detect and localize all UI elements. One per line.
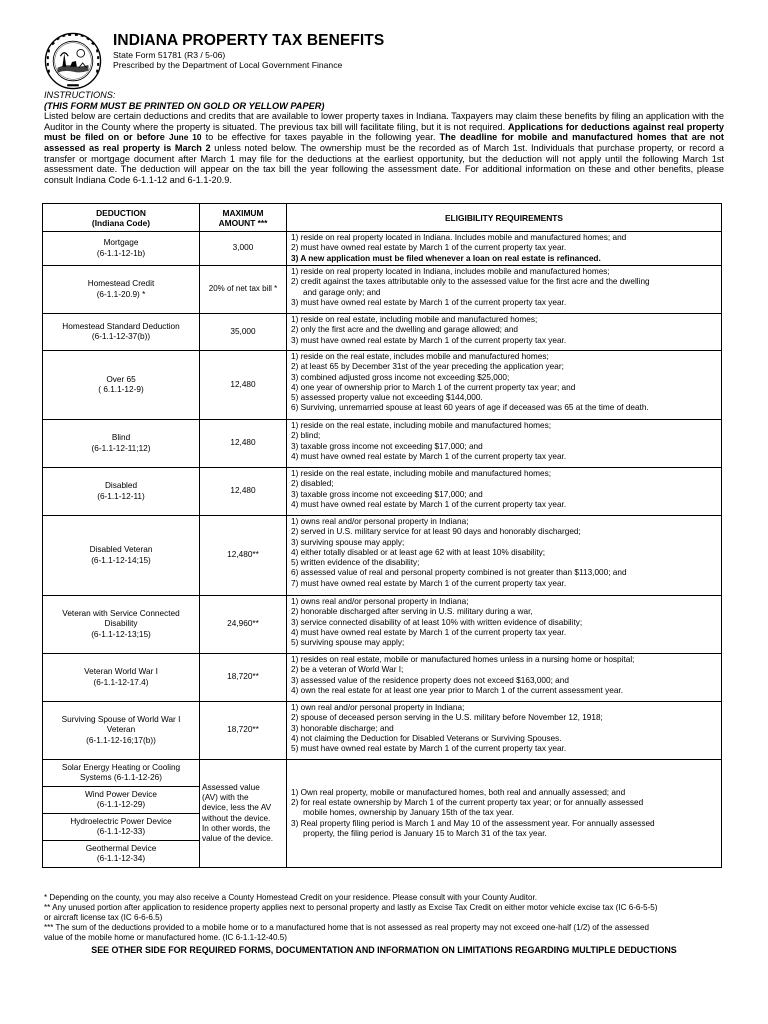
requirement-line: 1) reside on real estate, including mobile and manufactured homes;: [291, 315, 538, 324]
requirements-cell: [287, 351, 722, 420]
header-deduction-label: DEDUCTION: [96, 207, 146, 218]
amount-cell: 12,480**: [200, 516, 287, 596]
requirement-line: 1) owns real and/or personal property in Indiana;: [291, 517, 469, 526]
deduction-cell: [43, 702, 200, 760]
requirement-line: 3) assessed value of the residence property does not exceed $163,000; and: [291, 675, 569, 685]
requirement-line: 5) must have owned real estate by March 1 of the current property tax year.: [291, 744, 567, 754]
instructions-text-2: to be effective for taxes payable in the following year.: [205, 132, 436, 143]
requirement-line: 2) disabled;: [291, 479, 334, 489]
requirement-line: 3) taxable gross income not exceeding $17,000; and: [291, 489, 483, 499]
requirement-line: 3) must have owned real estate by March 1 of the current property tax year.: [291, 297, 567, 307]
requirement-line: 6) Surviving, unremarried spouse at least 60 years of age if deceased was 65 at the time of death.: [291, 403, 649, 413]
table-row-homestead-credit: [43, 266, 722, 314]
deduction-code: (6-1.1-12-11;12): [91, 443, 151, 453]
deduction-name: Wind Power Device: [85, 789, 157, 799]
requirements-cell: [287, 420, 722, 468]
requirement-line: 2) only the first acre and the dwelling and garage allowed; and: [291, 325, 519, 335]
requirement-line: 3) Real property filing period is March 1 and May 10 of the assessment year. For annually assessed: [291, 818, 655, 828]
table-row-veteran-wwi: [43, 654, 722, 702]
deadline-real-property: Applications for deductions against real property must be filed on or before: [44, 121, 725, 143]
instructions-text-3: unless noted below. The ownership must be the recorded as of March 1st. Individuals that purchase property, or record a transfer or mortgage document after March 1 may file for the deductions at the earliest opportunity, but the deduction will not apply until the following March 1st assessment date. The deduction will appear on the tax bill the year following the assessment date. For additional information on these and other benefits, please consult Indiana Code 6-1.1-12 and 6-1.1-20.9.: [44, 142, 724, 185]
deduction-code: (6-1.1-12-14;15): [91, 555, 151, 565]
deduction-name: Solar Energy Heating or Cooling: [61, 762, 181, 772]
deduction-cell: [43, 814, 200, 841]
amount-cell: 12,480: [200, 351, 287, 420]
deduction-code: (6-1.1-12-11): [97, 491, 145, 501]
indiana-state-seal-icon: [44, 32, 102, 90]
energy-amount-line: device, less the AV: [202, 803, 272, 813]
deduction-name: Over 65: [106, 374, 136, 384]
amount-cell: 35,000: [200, 314, 287, 351]
amount-cell: 20% of net tax bill *: [200, 266, 287, 314]
deduction-cell: [43, 468, 200, 516]
requirement-line: 2) spouse of deceased person serving in the U.S. military before November 12, 1918;: [291, 713, 603, 723]
requirements-cell: [287, 596, 722, 654]
deduction-code: Systems (6-1.1-12-26): [79, 773, 163, 782]
deduction-code: (6-1.1-12-34): [96, 854, 146, 863]
deduction-cell: [43, 516, 200, 596]
requirement-line: 6) assessed value of real and personal property combined is not greater than $113,000; and: [291, 568, 627, 578]
requirement-line: 4) must have owned real estate by March 1 of the current property tax year.: [291, 451, 567, 461]
deduction-cell: [43, 787, 200, 814]
deduction-cell: [43, 654, 200, 702]
amount-cell: 12,480: [200, 420, 287, 468]
energy-amount-line: Assessed value: [202, 782, 260, 792]
table-row-disabled-veteran: [43, 516, 722, 596]
requirement-line: 1) reside on the real estate, including mobile and manufactured homes;: [291, 421, 552, 430]
form-number: State Form 51781 (R3 / 5-06): [113, 50, 226, 60]
deduction-code: (6-1.1-12-37(b)): [91, 332, 151, 341]
table-row-blind: [43, 420, 722, 468]
footnote: *** The sum of the deductions provided to a mobile home or to a manufactured home that is not assessed as real property may not exceed one-half (1/2) of the assessed: [44, 922, 649, 932]
deduction-name-cont: Disability: [104, 619, 138, 629]
requirement-line: 1) owns real and/or personal property in Indiana;: [291, 597, 469, 606]
deduction-name: Disabled: [104, 481, 138, 491]
requirement-line: 7) must have owned real estate by March 1 of the current property tax year.: [291, 578, 567, 588]
energy-amount-line: (AV) with the: [202, 792, 249, 802]
header-deduction: [43, 204, 200, 232]
requirement-line: 5) written evidence of the disability;: [291, 558, 420, 568]
requirements-cell: [287, 314, 722, 351]
requirement-line: 5) surviving spouse may apply;: [291, 638, 405, 648]
requirement-line: 2) honorable discharged after serving in U.S. military during a war,: [291, 607, 533, 617]
deduction-code: (6-1.1-12-33): [96, 827, 146, 836]
requirement-line: 2) must have owned real estate by March 1 of the current property tax year.: [291, 243, 567, 253]
instructions-heading: INSTRUCTIONS:: [44, 90, 116, 100]
footnote: value of the mobile home or manufactured home. (IC 6-1.1-12-40.5): [44, 932, 287, 942]
requirement-line: 2) credit against the taxes attributable only to the assessed value for the first acre and the dwelling: [291, 277, 650, 287]
table-header-row: [43, 204, 722, 232]
form-title: INDIANA PROPERTY TAX BENEFITS: [113, 32, 385, 49]
requirement-line: 4) must have owned real estate by March 1 of the current property tax year.: [291, 499, 567, 509]
requirement-line: 3) must have owned real estate by March 1 of the current property tax year.: [291, 335, 567, 345]
requirement-line: 1) reside on the real estate, includes mobile and manufactured homes;: [291, 352, 549, 361]
deduction-name: Hydroelectric Power Device: [70, 816, 172, 826]
deadline-date: June 10: [168, 132, 202, 143]
deduction-name: Geothermal Device: [85, 843, 157, 853]
requirement-line: 2) at least 65 by December 31st of the year preceding the application year;: [291, 362, 564, 372]
deadline-mobile-homes: The deadline for mobile and manufactured homes that are not assessed as real property is March 2: [44, 132, 724, 153]
requirement-line: 3) service connected disability of at least 10% with written evidence of disability;: [291, 617, 583, 627]
requirements-cell: [287, 702, 722, 760]
deduction-code: (6-1.1-12-1b): [96, 248, 146, 258]
amount-cell: 12,480: [200, 468, 287, 516]
header-deduction-code: (Indiana Code): [91, 217, 151, 228]
energy-amount-line: In other words, the: [202, 823, 271, 833]
deduction-code: (6-1.1-12-17.4): [93, 677, 149, 687]
requirement-line: 4) not claiming the Deduction for Disabled Veterans or Surviving Spouses.: [291, 733, 562, 743]
requirement-line: 2) blind;: [291, 431, 321, 441]
amount-cell: 3,000: [200, 232, 287, 266]
deduction-cell: [43, 266, 200, 314]
footnotes: [44, 893, 724, 943]
deduction-name: Mortgage: [103, 238, 139, 248]
deduction-name-cont: Veteran: [106, 725, 136, 735]
requirements-cell: [287, 654, 722, 702]
header-amount: [200, 204, 287, 232]
deduction-name: Disabled Veteran: [89, 545, 153, 555]
deduction-name: Veteran with Service Connected: [62, 609, 180, 619]
requirements-cell: [287, 468, 722, 516]
requirement-line: 1) reside on real property located in Indiana. Includes mobile and manufactured homes; and: [291, 233, 627, 242]
table-row-disabled: [43, 468, 722, 516]
requirements-cell: [287, 516, 722, 596]
prescribed-by: Prescribed by the Department of Local Government Finance: [113, 60, 343, 70]
requirement-line: 1) reside on real property located in Indiana, includes mobile and manufactured homes;: [291, 267, 610, 276]
table-row-solar-energy: [43, 760, 722, 787]
deduction-code: (6-1.1-12-13;15): [91, 629, 151, 639]
table-row-over-65: [43, 351, 722, 420]
deduction-cell: [43, 314, 200, 351]
requirements-cell: [287, 232, 722, 266]
amount-cell: 24,960**: [200, 596, 287, 654]
energy-amount-line: value of the device.: [202, 834, 274, 844]
energy-amount-line: without the device.: [202, 813, 271, 823]
requirement-line: 2) served in U.S. military service for at least 90 days and honorably discharged;: [291, 527, 581, 537]
requirement-line: 2) for real estate ownership by March 1 of the current property tax year; or for annually assessed: [291, 798, 644, 808]
energy-amount-cell: [200, 760, 287, 868]
table-row-mortgage: [43, 232, 722, 266]
table-row-homestead-standard: [43, 314, 722, 351]
requirement-line: 1) Own real property, mobile or manufactured homes, both real and annually assessed; and: [291, 787, 626, 797]
table-row-surviving-spouse-wwi: [43, 702, 722, 760]
deduction-cell: [43, 760, 200, 787]
requirement-line: 4) own the real estate for at least one year prior to March 1 of the current assessment year.: [291, 685, 623, 695]
requirement-line: and garage only; and: [303, 287, 381, 297]
amount-cell: 18,720**: [200, 654, 287, 702]
deduction-name: Surviving Spouse of World War I: [61, 715, 181, 725]
deduction-name: Homestead Standard Deduction: [62, 321, 180, 331]
requirement-line: property, the filing period is January 15 to March 31 of the tax year.: [303, 828, 547, 838]
header-amount-label: MAXIMUM: [222, 207, 264, 218]
requirement-line: 3) combined adjusted gross income not exceeding $25,000;: [291, 372, 510, 382]
requirement-line: 3) taxable gross income not exceeding $17,000; and: [291, 441, 483, 451]
requirement-line: 4) must have owned real estate by March 1 of the current property tax year.: [291, 627, 567, 637]
deduction-cell: [43, 232, 200, 266]
deduction-name: Blind: [111, 433, 131, 443]
header-requirements: ELIGIBILITY REQUIREMENTS: [287, 204, 722, 232]
deduction-code: (6-1.1-12-16;17(b)): [86, 735, 156, 745]
requirement-line: 1) resides on real estate, mobile or manufactured homes unless in a nursing home or hospital;: [291, 655, 635, 664]
requirement-line: 5) assessed property value not exceeding $144,000.: [291, 393, 483, 403]
footnote: or aircraft license tax (IC 6-6-6.5): [44, 912, 163, 922]
see-other-side-note: SEE OTHER SIDE FOR REQUIRED FORMS, DOCUMENTATION AND INFORMATION ON LIMITATIONS REGARDING MULTIPLE DEDUCTIONS: [91, 945, 677, 955]
footnote: ** Any unused portion after application to residence property applies next to personal property and lastly as Excise Tax Credit on either motor vehicle excise tax (IC 6-6-5-5): [44, 902, 658, 912]
deduction-name: Homestead Credit: [87, 279, 155, 289]
deduction-code: (6-1.1-20.9) *: [96, 289, 146, 299]
requirement-line: 3) surviving spouse may apply;: [291, 537, 405, 547]
deduction-name: Veteran World War I: [84, 667, 158, 677]
requirement-line: 1) reside on the real estate, including mobile and manufactured homes;: [291, 469, 552, 478]
amount-cell: 18,720**: [200, 702, 287, 760]
deduction-code: (6-1.1-12-29): [96, 800, 146, 809]
paper-note: (THIS FORM MUST BE PRINTED ON GOLD OR YELLOW PAPER): [44, 100, 325, 111]
energy-requirements-cell: [287, 760, 722, 868]
requirement-line: mobile homes, ownership by January 15th of the tax year.: [303, 808, 514, 818]
requirement-line: 3) A new application must be filed whenever a loan on real estate is refinanced.: [291, 253, 601, 263]
requirement-line: 4) either totally disabled or at least age 62 with at least 10% disability;: [291, 547, 546, 557]
requirement-line: 3) honorable discharge; and: [291, 723, 394, 733]
requirement-line: 1) own real and/or personal property in Indiana;: [291, 703, 465, 712]
header-amount-sub: AMOUNT ***: [218, 217, 268, 228]
requirements-cell: [287, 266, 722, 314]
table-row-veteran-service-connected: [43, 596, 722, 654]
instructions-block: [44, 90, 724, 185]
instructions-text-1: Listed below are certain deductions and credits that are available to lower property taxes in Indiana. Taxpayers may claim these benefits by filing an application with the Auditor in the County where the property is situated. The previous tax bill will facilitate filing, but it is not required.: [44, 111, 724, 132]
benefits-table: [42, 203, 722, 868]
deduction-cell: [43, 420, 200, 468]
deduction-cell: [43, 351, 200, 420]
requirement-line: 2) be a veteran of World War I;: [291, 665, 404, 675]
deduction-cell: [43, 596, 200, 654]
instructions-paragraph: [44, 111, 724, 185]
requirement-line: 4) one year of ownership prior to March 1 of the current property tax year; and: [291, 382, 576, 392]
deduction-code: ( 6.1.1-12-9): [98, 385, 144, 394]
deduction-cell: [43, 841, 200, 868]
footnote: * Depending on the county, you may also receive a County Homestead Credit on your residence. Please consult with your County Auditor.: [44, 893, 537, 902]
